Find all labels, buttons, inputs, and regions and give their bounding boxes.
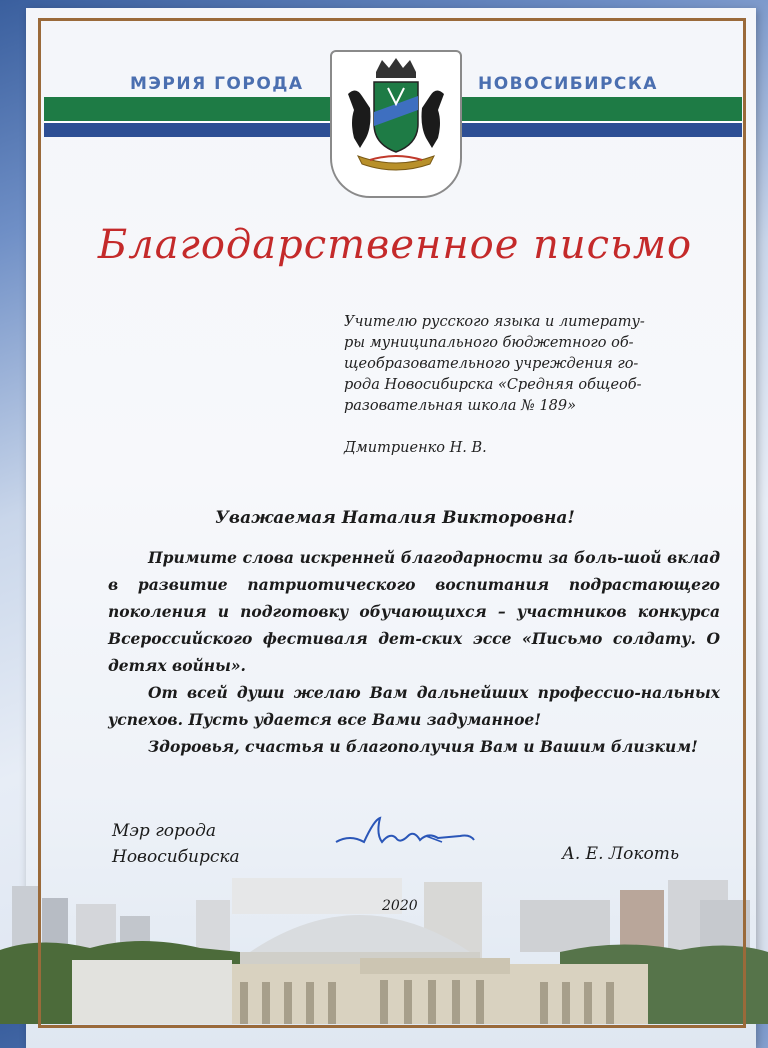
letter-body: [108, 544, 720, 760]
signer-title-line: Мэр города: [112, 821, 217, 841]
addressee-line: ры муниципального бюджетного об-: [344, 335, 634, 351]
novosibirsk-coat-of-arms-icon: [332, 52, 460, 196]
city-panorama-image: [0, 860, 768, 1024]
year: 2020: [382, 898, 418, 914]
greeting: Уважаемая Наталия Викторовна!: [215, 508, 575, 528]
recipient-name: Дмитриенко Н. В.: [344, 440, 487, 456]
letter-title: Благодарственное письмо: [97, 222, 693, 268]
addressee-block: [344, 312, 694, 417]
signer-name: А. Е. Локоть: [562, 844, 680, 864]
body-paragraph: Примите слова искренней благодарности за боль-шой вклад в развитие патриотического воспитания подрастающего поколения и подготовку обучающихся – участников конкурса Всероссийского фестиваля дет-ских эссе «Письмо солдату. О детях войны».: [108, 548, 720, 675]
header-right-text: НОВОСИБИРСКА: [478, 74, 658, 94]
addressee-line: рода Новосибирска «Средняя общеоб-: [344, 377, 642, 393]
addressee-line: Учителю русского языка и литерату-: [344, 314, 645, 330]
signature-icon: [330, 812, 480, 856]
city-crest: [330, 50, 462, 198]
body-paragraph: От всей души желаю Вам дальнейших профессио-нальных успехов. Пусть удается все Вами задуманное!: [108, 683, 720, 729]
body-paragraph: Здоровья, счастья и благополучия Вам и Вашим близким!: [148, 737, 698, 756]
addressee-line: разовательная школа № 189»: [344, 398, 576, 414]
header-left-text: МЭРИЯ ГОРОДА: [130, 74, 304, 94]
addressee-line: щеобразовательного учреждения го-: [344, 356, 639, 372]
signer-title-line: Новосибирска: [112, 847, 240, 867]
